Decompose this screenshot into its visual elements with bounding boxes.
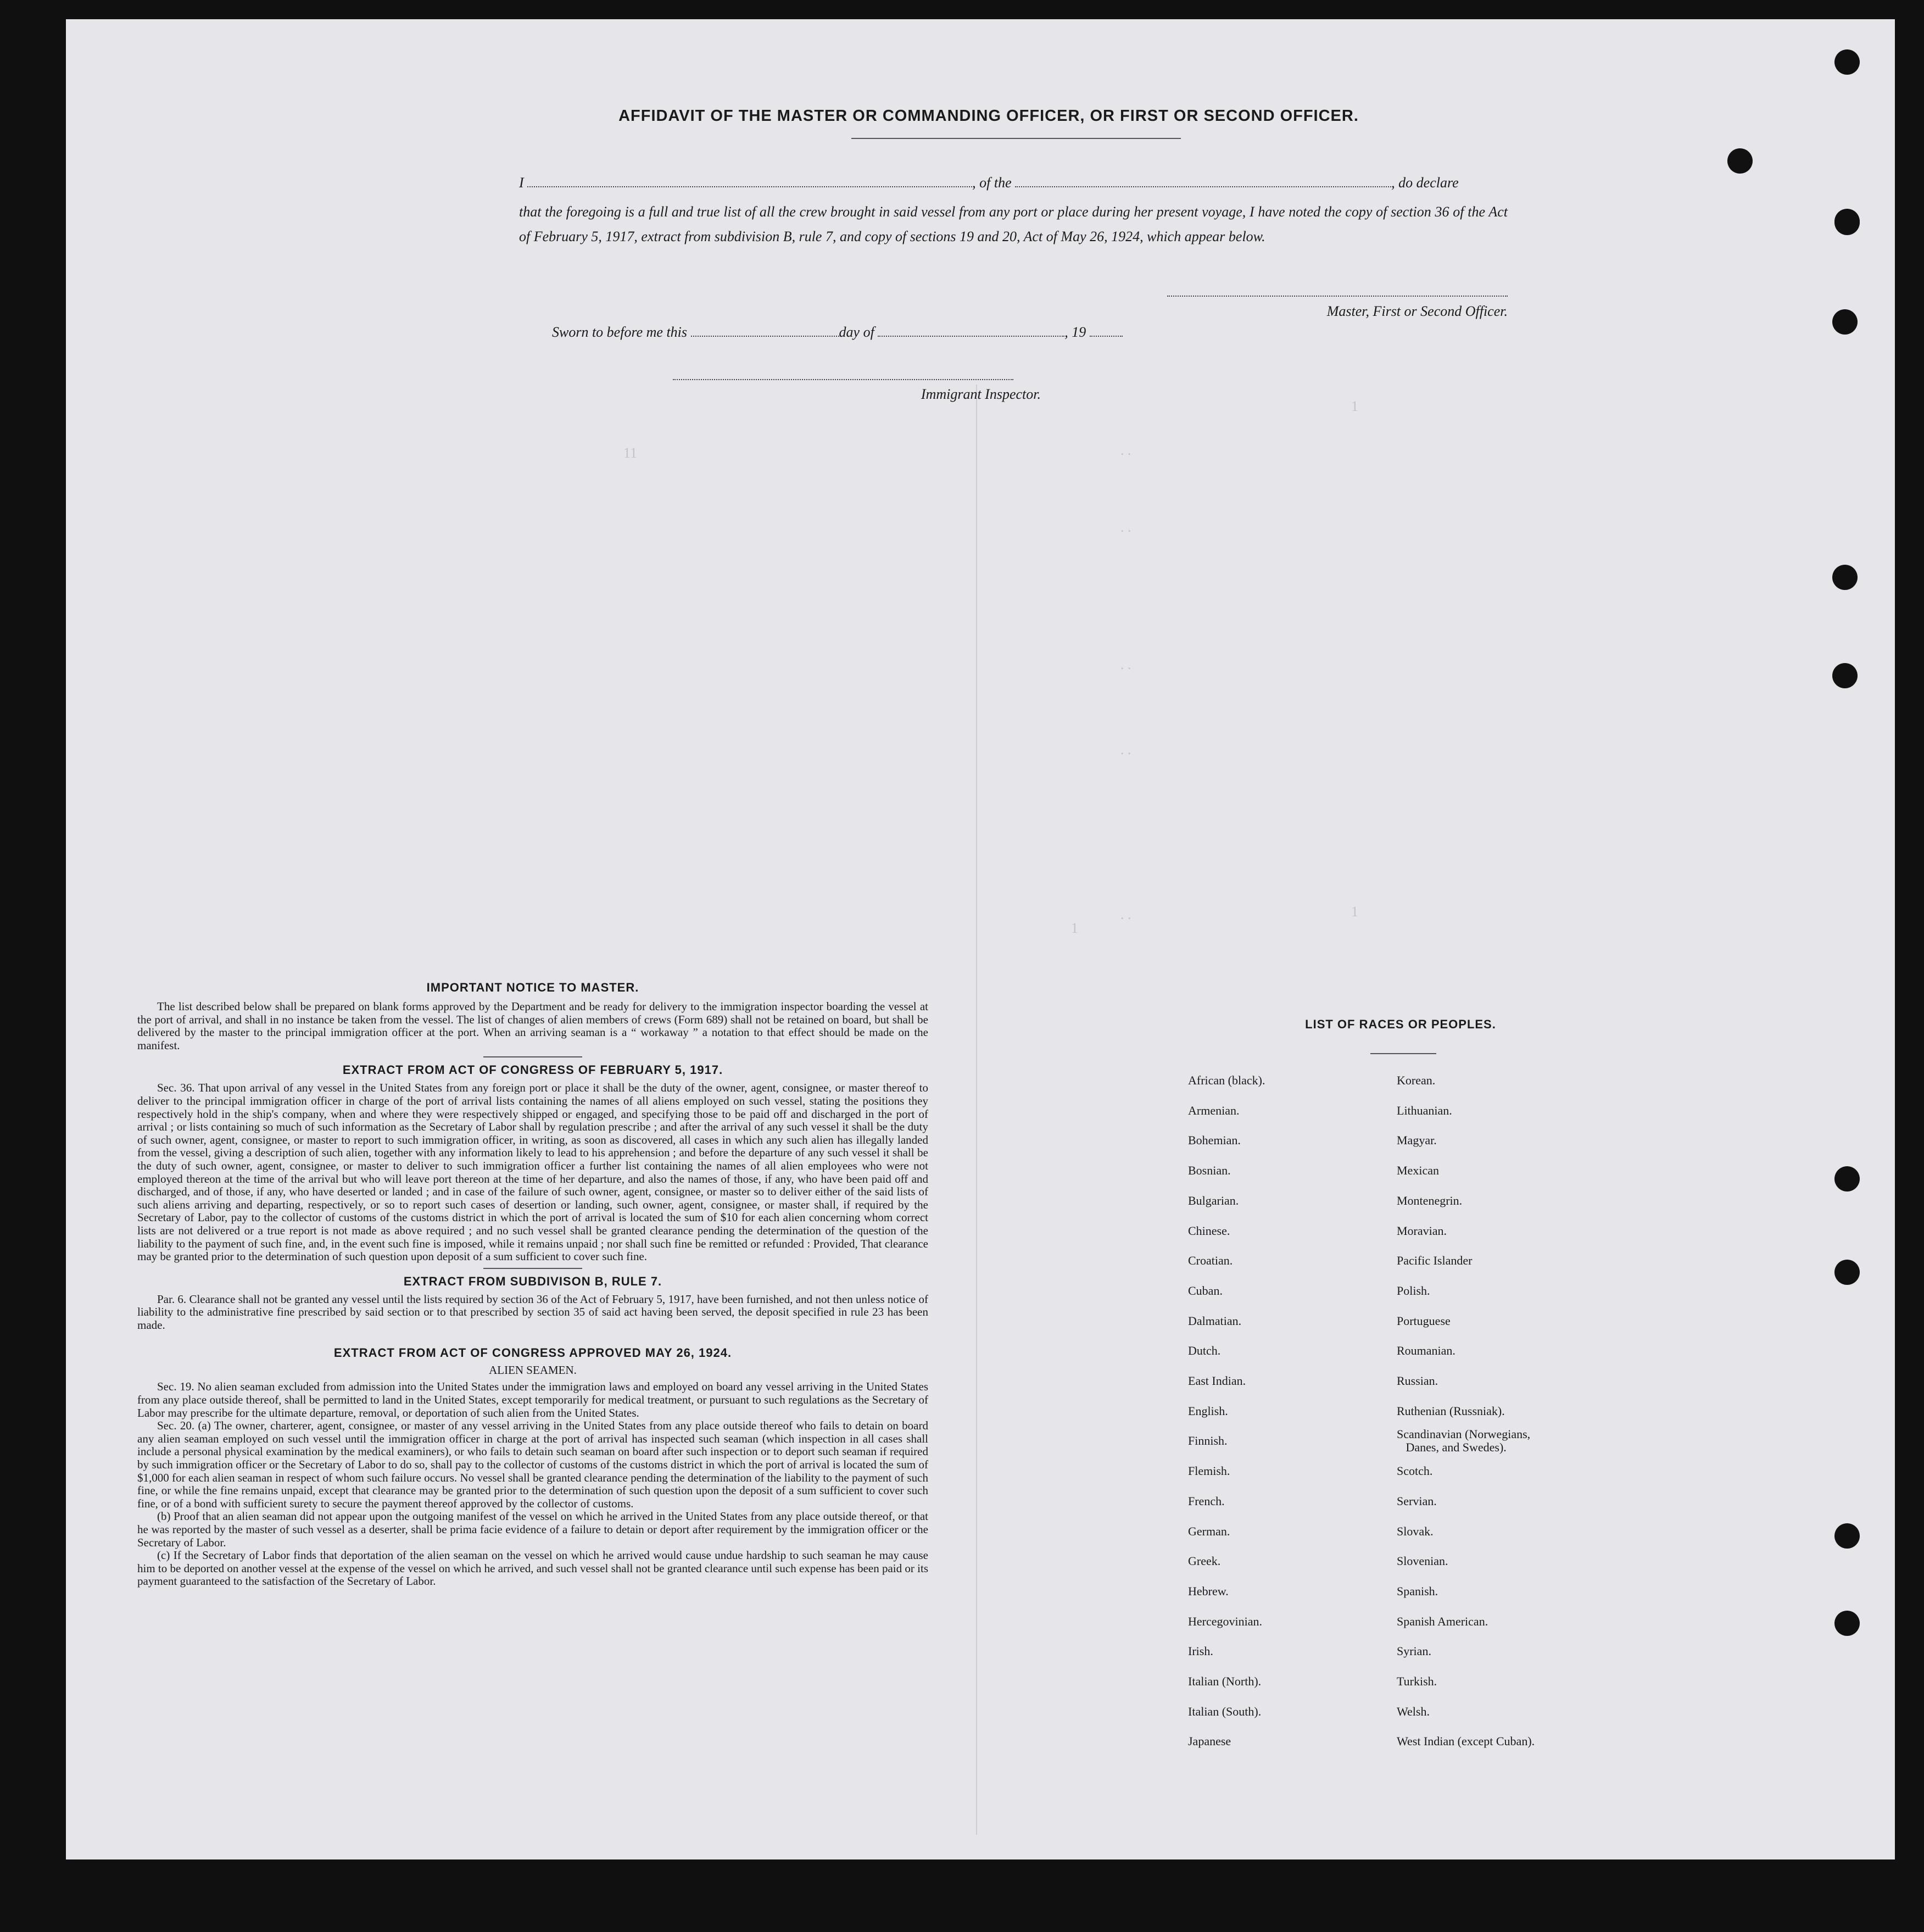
punch-hole: [1834, 210, 1860, 235]
declaration-line: [519, 175, 1508, 191]
race-list-item: Russian.: [1397, 1374, 1438, 1388]
race-list-item: Pacific Islander: [1397, 1254, 1473, 1268]
vessel-name-field[interactable]: [1015, 176, 1391, 187]
bleed-through-mark: . .: [1120, 519, 1131, 535]
signature-label: Master, First or Second Officer.: [1326, 303, 1508, 319]
race-list-item: Ruthenian (Russniak).: [1397, 1404, 1505, 1418]
section-divider: [483, 1268, 582, 1269]
alien-seamen-subtitle: ALIEN SEAMEN.: [489, 1363, 577, 1377]
race-list-item: Moravian.: [1397, 1223, 1447, 1238]
extract-1917-title: EXTRACT FROM ACT OF CONGRESS OF FEBRUARY 5, 1917.: [342, 1063, 723, 1077]
year-label: , 19: [1064, 324, 1086, 340]
punch-hole: [1832, 565, 1858, 590]
race-list-item: Roumanian.: [1397, 1344, 1455, 1358]
sworn-prefix: Sworn to before me this: [552, 324, 688, 340]
sec-19-text: Sec. 19. No alien seaman excluded from admission into the United States under the immigration laws and employed on board any vessel arriving in the United States from any place outside thereof, shall be permitted to land in the United States, except temporarily for medical treatment, or pursuant to such regulations as the Secretary of Labor may prescribe for the ultimate departure, removal, or deportation of such alien from the United States.: [137, 1380, 928, 1419]
inspector-label: Immigrant Inspector.: [921, 386, 1041, 402]
notice-text: The list described below shall be prepared on blank forms approved by the Department and be ready for delivery to the immigration inspector boarding the vessel at the port of arrival, and shall in no instance be taken from the vessel. The list of changes of alien members of crews (Form 689) shall not be retained on board, but shall be delivered by the master to the principal immigration officer at the port. When an arriving seaman is a “ workaway ” a notation to that effect should be made on the manifest.: [137, 1000, 928, 1052]
race-list-item: Italian (South).: [1188, 1704, 1262, 1718]
declarant-name-field[interactable]: [527, 176, 972, 187]
signature-line[interactable]: [1167, 296, 1508, 297]
race-list-item: Greek.: [1188, 1554, 1221, 1568]
races-title-underline: [1370, 1053, 1436, 1054]
bleed-through-mark: 11: [623, 445, 638, 461]
race-list-item: Montenegrin.: [1397, 1193, 1463, 1207]
race-list-item: Servian.: [1397, 1494, 1437, 1508]
race-list-item: Mexican: [1397, 1163, 1439, 1178]
race-list-item: Korean.: [1397, 1073, 1436, 1087]
race-list-item: Bulgarian.: [1188, 1193, 1239, 1207]
race-list-item: Bohemian.: [1188, 1133, 1241, 1148]
title-underline: [851, 138, 1181, 139]
punch-hole: [1834, 1166, 1860, 1192]
day-of-label: day of: [839, 324, 874, 340]
race-list-item: Polish.: [1397, 1283, 1430, 1298]
affidavit-title: AFFIDAVIT OF THE MASTER OR COMMANDING OFFICER, OR FIRST OR SECOND OFFICER.: [618, 107, 1359, 125]
race-list-item: German.: [1188, 1524, 1230, 1538]
race-list-item: Dutch.: [1188, 1344, 1221, 1358]
declarant-i: I: [519, 175, 524, 191]
bleed-through-mark: 1: [1351, 398, 1358, 414]
race-list-item: Portuguese: [1397, 1313, 1451, 1328]
race-list-item: East Indian.: [1188, 1374, 1246, 1388]
section-divider: [483, 1056, 582, 1057]
race-list-item: Hercegovinian.: [1188, 1614, 1262, 1628]
race-list-item: Welsh.: [1397, 1704, 1430, 1718]
race-list-item: Bosnian.: [1188, 1163, 1231, 1178]
bleed-through-mark: 1: [1351, 904, 1358, 920]
punch-hole: [1832, 663, 1858, 688]
punch-hole: [1834, 1260, 1860, 1285]
notice-title: IMPORTANT NOTICE TO MASTER.: [426, 981, 639, 994]
race-list-item: Syrian.: [1397, 1644, 1431, 1658]
sworn-month-field[interactable]: [878, 326, 1064, 337]
bleed-through-mark: . .: [1120, 906, 1131, 922]
legal-notices-column: [137, 981, 928, 1588]
race-list-item: Magyar.: [1397, 1133, 1437, 1148]
race-list-item: West Indian (except Cuban).: [1397, 1734, 1535, 1749]
extract-1917-text: Sec. 36. That upon arrival of any vessel in the United States from any foreign port or place it shall be the duty of the owner, agent, consignee, or master thereof to deliver to the principal immigration officer in charge of the port of arrival lists containing the names of all aliens employed on such vessel, stating the positions they respectively hold in the ship's company, when and where they were respectively shipped or engaged, and specifying those to be paid off and discharged in the port of arrival ; or lists containing so much of such information as the Secretary of Labor shall by regulation prescribe ; and after the arrival of any such vessel it shall be the duty of such owner, agent, consignee, or master to report to such immigration officer, in writing, as soon as discovered, all cases in which any such alien has illegally landed from the vessel, giving a description of such alien, together with any information likely to lead to his apprehension ; and before the departure of any such vessel it shall be the duty of such owner, agent, consignee, or master to deliver to such immigration officer a further list containing the names of all alien employees who were not employed thereon at the time of the arrival but who will leave port thereon at the time of her departure, and also the names of those, if any, who have been paid off and discharged, and of those, if any, who have deserted or landed ; and in case of the failure of such owner, agent, consignee, or master so to deliver either of the said lists of such aliens arriving and departing, respectively, or so to report such cases of desertion or landing, such owner, agent, consignee, or master shall, if required by the Secretary of Labor, pay to the collector of customs of the customs district in which the port of arrival is located the sum of $10 for each alien concerning whom correct lists are not delivered or a true report is not made as above required ; and no such vessel shall be granted clearance pending the determination of the question of the liability to the payment of such fine, and, in the event such fine is imposed, while it remains unpaid ; nor shall such fine be remitted or refunded : Provided, That clearance may be granted prior to the determination of such question upon deposit of a sum sufficient to cover such fine.: [137, 1081, 928, 1263]
sworn-year-field[interactable]: [1090, 326, 1123, 337]
race-list-item: Dalmatian.: [1188, 1313, 1242, 1328]
race-list-item: Italian (North).: [1188, 1674, 1262, 1688]
race-list-item: African (black).: [1188, 1073, 1265, 1087]
sworn-line: [552, 324, 1123, 341]
punch-hole: [1832, 309, 1858, 335]
race-list-item: French.: [1188, 1494, 1225, 1508]
race-list-item: Finnish.: [1188, 1434, 1228, 1448]
race-list-item: Japanese: [1188, 1734, 1231, 1749]
extract-1924-text: [137, 1380, 928, 1588]
race-list-item: Scandinavian (Norwegians, Danes, and Swedes).: [1397, 1427, 1531, 1455]
extract-1924-title: EXTRACT FROM ACT OF CONGRESS APPROVED MAY 26, 1924.: [333, 1346, 732, 1360]
punch-hole: [1727, 148, 1753, 174]
race-list-item: English.: [1188, 1404, 1228, 1418]
race-list-item: Hebrew.: [1188, 1584, 1229, 1598]
race-list-item: Chinese.: [1188, 1223, 1230, 1238]
race-list-item: Slovenian.: [1397, 1554, 1448, 1568]
race-list-item: Slovak.: [1397, 1524, 1434, 1538]
sworn-day-field[interactable]: [691, 326, 839, 337]
punch-hole: [1834, 1611, 1860, 1636]
sec-20a-text: Sec. 20. (a) The owner, charterer, agent, consignee, or master of any vessel arriving in the United States from any place outside thereof who fails to detain on board any alien seaman employed on such vessel until the immigration officer in charge at the port of arrival has inspected such seaman (which inspection in all cases shall include a personal physical examination by the medical examiners), or who fails to detain such seaman on board after such inspection or to deport such seaman if required by such immigration officer or the Secretary of Labor to do so, shall pay to the collector of customs of the customs district in which the port of arrival is located the sum of $1,000 for each alien seaman in respect of whom such failure occurs. No vessel shall be granted clearance pending the determination of the liability to the payment of such fine, or while the fine remains unpaid, except that clearance may be granted prior to the determination of such question upon the deposit of a sum sufficient to cover such fine, or of a bond with sufficient surety to secure the payment thereof approved by the collector of customs.: [137, 1419, 928, 1510]
affidavit-body: that the foregoing is a full and true list of all the crew brought in said vessel from any port or place during her present voyage, I have noted the copy of section 36 of the Act of February 5, 1917, extract from subdivision B, rule 7, and copy of sections 19 and 20, Act of May 26, 1924, which appear below.: [519, 204, 1508, 244]
sec-20c-text: (c) If the Secretary of Labor finds that deportation of the alien seaman on the vessel on which he arrived would cause undue hardship to such seaman he may cause him to be deported on another vessel at the expense of the vessel on which he arrived, and such vessel shall not be granted clearance until such expense has been paid or its payment guaranteed to the satisfaction of the Secretary of Labor.: [137, 1549, 928, 1588]
rule7-title: EXTRACT FROM SUBDIVISON B, RULE 7.: [403, 1274, 662, 1288]
sec-20b-text: (b) Proof that an alien seaman did not appear upon the outgoing manifest of the vessel on which he arrived in the United States from any place outside thereof, or that he was reported by the master of such vessel as a deserter, shall be prima facie evidence of a failure to detain or deport after requirement by the immigration officer or the Secretary of Labor.: [137, 1510, 928, 1549]
of-the-label: , of the: [972, 175, 1012, 191]
bleed-through-mark: . .: [1120, 742, 1131, 758]
punch-hole: [1834, 1523, 1860, 1549]
punch-hole: [1834, 49, 1860, 75]
race-list-item: Irish.: [1188, 1644, 1213, 1658]
rule7-text: Par. 6. Clearance shall not be granted any vessel until the lists required by section 36 of the Act of February 5, 1917, have been furnished, and not then unless notice of liability to the administrative fine prescribed by said section or to that prescribed by section 35 of said act having been served, the deposit specified in rule 23 has been made.: [137, 1292, 928, 1332]
race-list-item: Scotch.: [1397, 1464, 1433, 1478]
center-fold-line: [976, 385, 977, 1835]
race-list-item: Armenian.: [1188, 1103, 1240, 1117]
race-list-item: Turkish.: [1397, 1674, 1437, 1688]
race-list-item: Flemish.: [1188, 1464, 1230, 1478]
race-list-item: Lithuanian.: [1397, 1103, 1452, 1117]
inspector-signature-line[interactable]: [673, 379, 1013, 380]
race-list-item: Cuban.: [1188, 1283, 1223, 1298]
do-declare-label: , do declare: [1391, 175, 1459, 191]
bleed-through-mark: . .: [1120, 656, 1131, 672]
race-list-item: Croatian.: [1188, 1254, 1233, 1268]
bleed-through-mark: 1: [1071, 920, 1078, 936]
races-title: LIST OF RACES OR PEOPLES.: [1305, 1017, 1496, 1031]
race-list-item: Spanish American.: [1397, 1614, 1488, 1628]
race-list-item: Spanish.: [1397, 1584, 1438, 1598]
bleed-through-mark: . .: [1120, 442, 1131, 458]
